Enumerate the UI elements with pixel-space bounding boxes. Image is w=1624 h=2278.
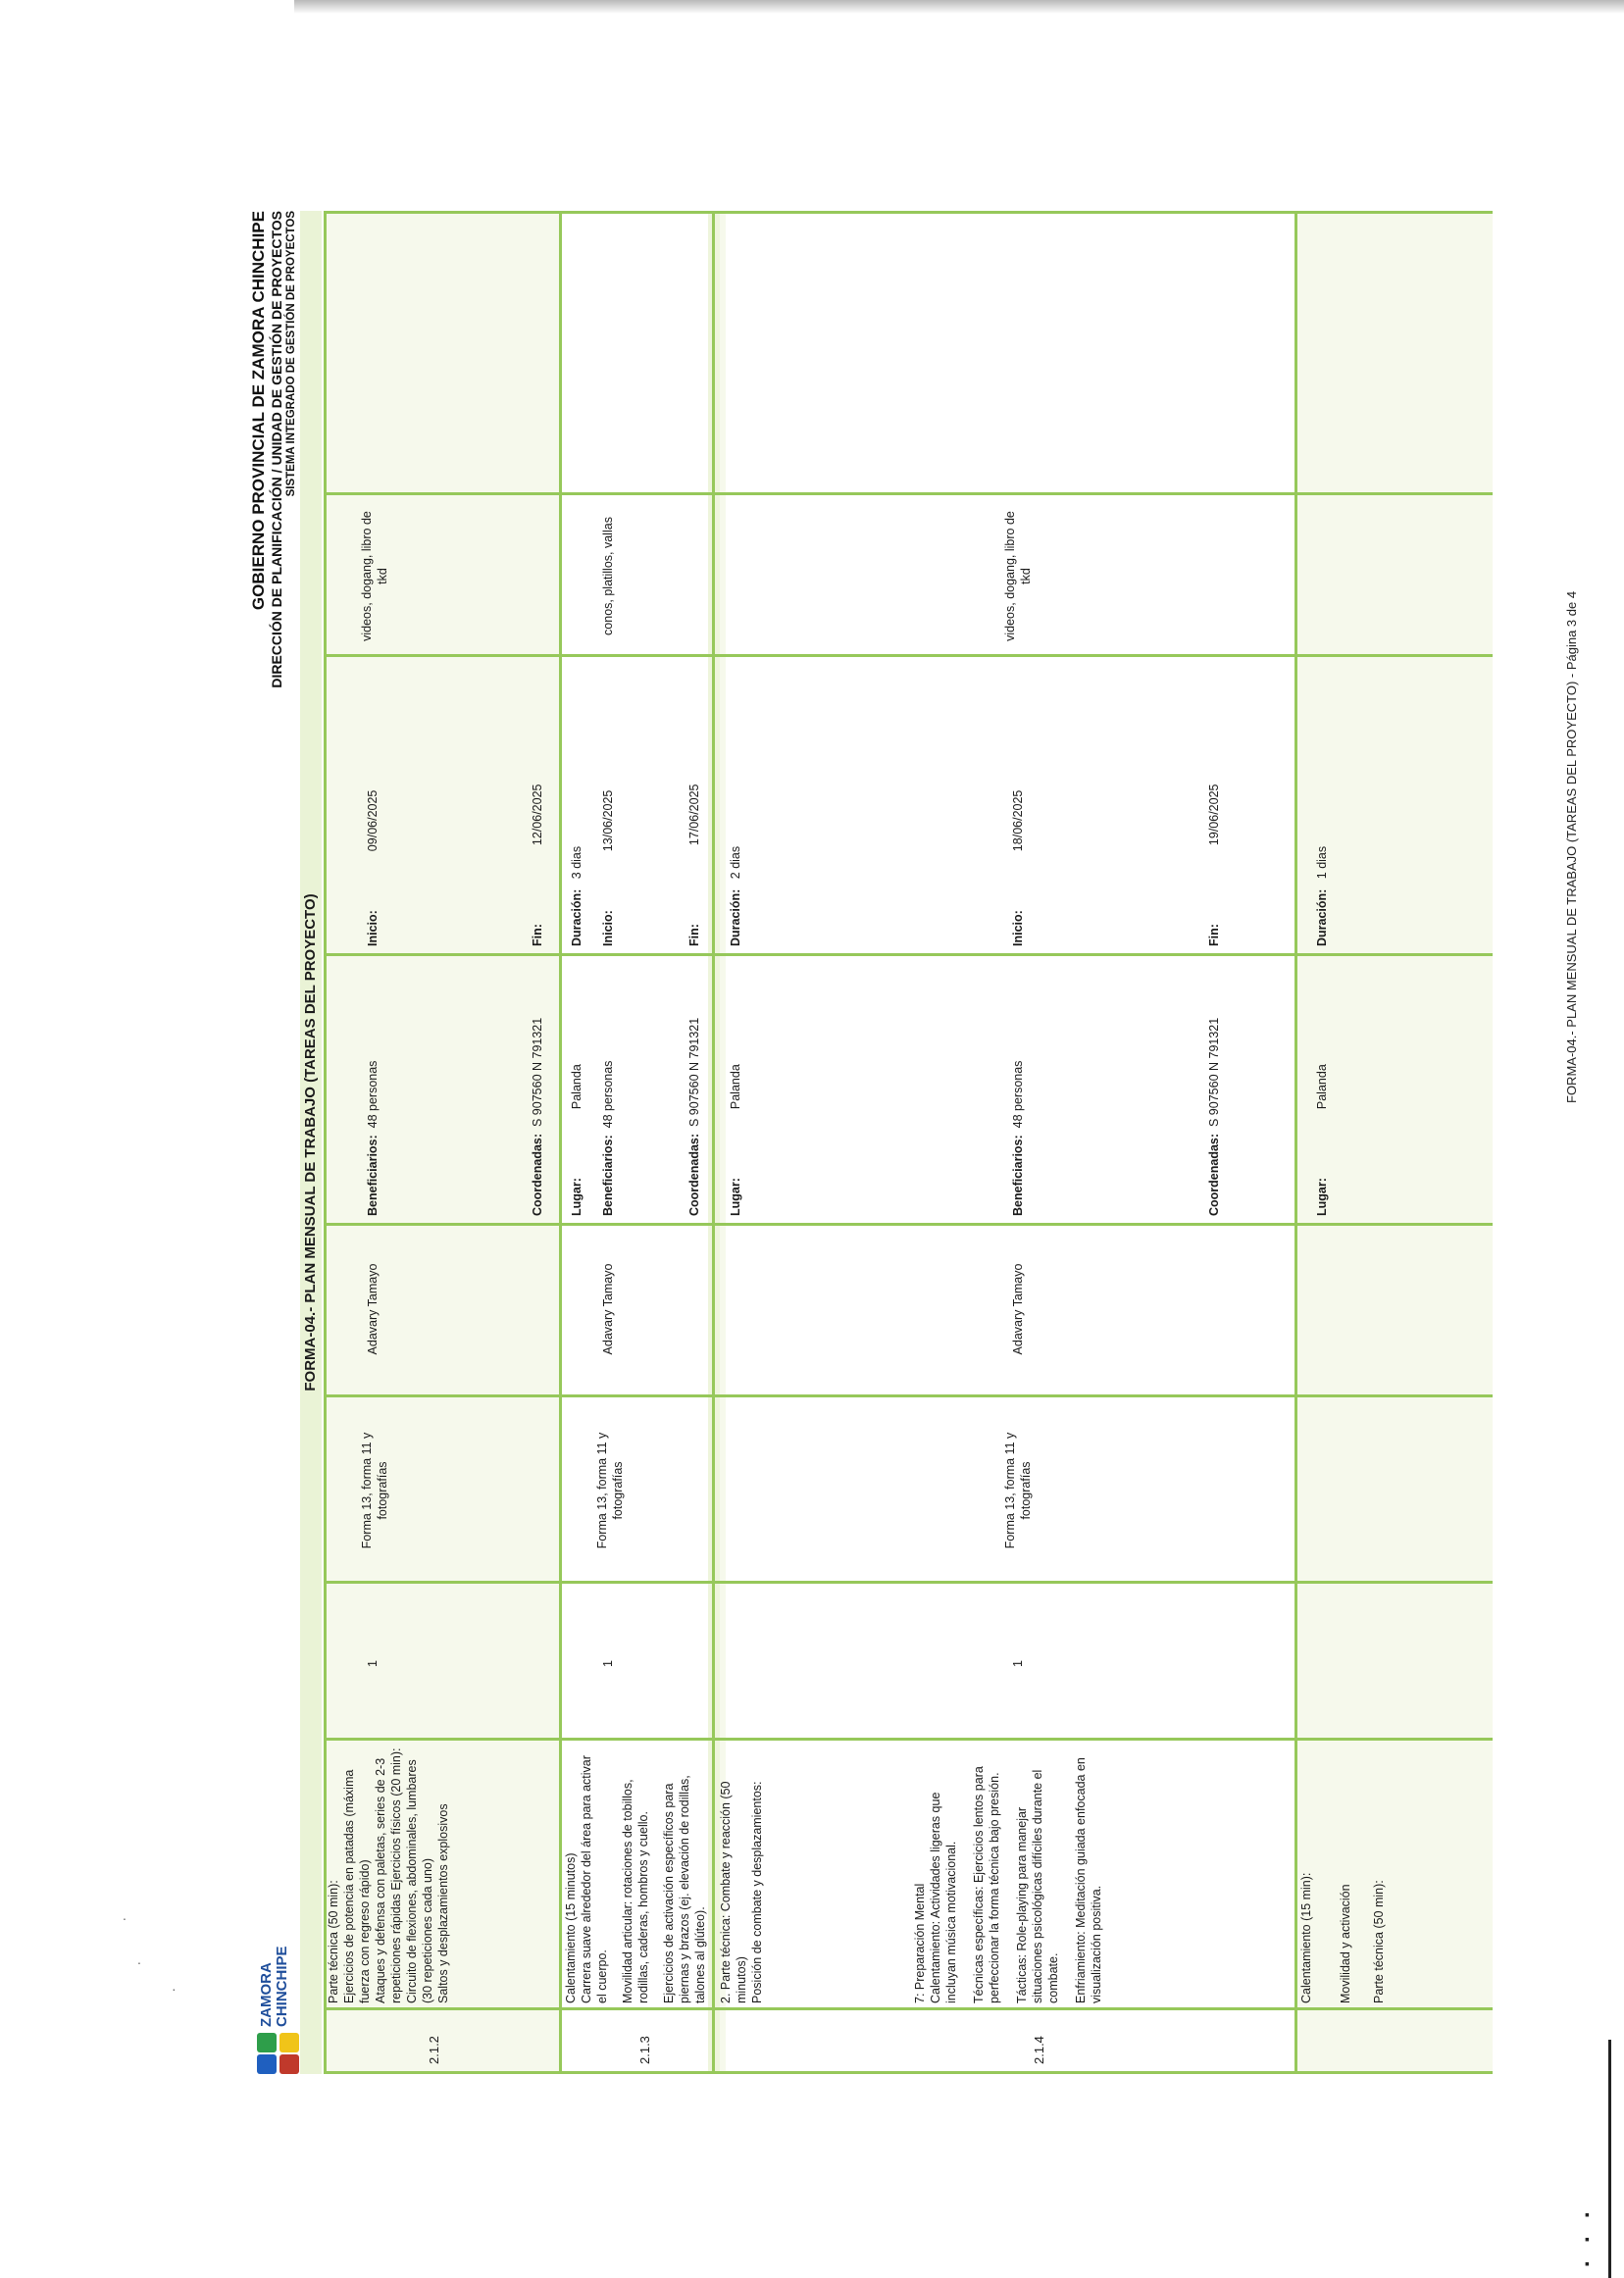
activity-line: Parte técnica (50 min): xyxy=(1372,1880,1386,2003)
duration-label: Duración: xyxy=(729,888,742,946)
task-activity xyxy=(563,1746,765,2003)
activity-line: Saltos y desplazamientos explosivos xyxy=(436,1803,450,2003)
end-field xyxy=(686,785,702,946)
end-value: 17/06/2025 xyxy=(687,784,701,846)
task-quantity: 1 xyxy=(601,1660,615,1667)
duration-field xyxy=(1314,846,1330,946)
task-verification: Forma 13, forma 11 y fotografías xyxy=(1003,1432,1033,1549)
coordinates-value: S 907560 N 791321 xyxy=(687,1017,701,1127)
coordinates-value: S 907560 N 791321 xyxy=(1207,1017,1221,1127)
coordinates-value: S 907560 N 791321 xyxy=(531,1017,544,1127)
page-footer: FORMA-04.- PLAN MENSUAL DE TRABAJO (TAREAS DEL PROYECTO) - Página 3 de 4 xyxy=(1564,590,1579,1103)
coordinates-label: Coordenadas: xyxy=(687,1133,701,1216)
activity-line: Calentamiento (15 minutos) xyxy=(564,1852,578,2003)
end-label: Fin: xyxy=(687,924,701,946)
start-field xyxy=(600,790,616,946)
start-label: Inicio: xyxy=(1011,910,1025,946)
task-resources: videos, dogang, libro de tkd xyxy=(360,511,389,641)
coordinates-field xyxy=(1206,1018,1222,1216)
activity-line: Calentamiento (15 min): xyxy=(1299,1872,1313,2003)
beneficiaries-field xyxy=(600,1061,616,1216)
duration-value: 3 dias xyxy=(570,845,584,880)
start-label: Inicio: xyxy=(366,910,380,946)
end-value: 12/06/2025 xyxy=(531,784,544,846)
coordinates-label: Coordenadas: xyxy=(1207,1133,1221,1216)
duration-field xyxy=(569,846,584,946)
task-verification: Forma 13, forma 11 y fotografías xyxy=(360,1432,389,1549)
duration-field xyxy=(728,846,743,946)
activity-line: Técnicas específicas: Ejercicios lentos para perfeccionar la forma técnica bajo presión. xyxy=(972,1766,1001,2003)
direction-title: DIRECCIÓN DE PLANIFICACIÓN / UNIDAD DE GESTIÓN DE PROYECTOS xyxy=(269,211,284,688)
place-value: Palanda xyxy=(570,1064,584,1110)
task-code: 2.1.3 xyxy=(637,2036,652,2064)
task-activity xyxy=(1298,1746,1387,2003)
activity-line: Ejercicios de potencia en patadas (máxima fuerza con regreso rápido) xyxy=(342,1769,372,2003)
beneficiaries-field xyxy=(1010,1061,1026,1216)
system-title: SISTEMA INTEGRADO DE GESTIÓN DE PROYECTOS xyxy=(285,211,297,497)
task-code: 2.1.4 xyxy=(1032,2036,1046,2064)
activity-line: 2. Parte técnica: Combate y reacción (50 minutos) xyxy=(719,1781,748,2003)
activity-line: Ejercicios de activación específicos para piernas y brazos (ej. elevación de rodillas, talones al glúteo). xyxy=(662,1775,707,2003)
end-field xyxy=(530,785,545,946)
org-title: GOBIERNO PROVINCIAL DE ZAMORA CHINCHIPE xyxy=(249,211,268,611)
place-label: Lugar: xyxy=(729,1178,742,1216)
activity-line: Carrera suave alrededor del área para activar el cuerpo. xyxy=(580,1755,609,2003)
duration-label: Duración: xyxy=(570,888,584,946)
task-quantity: 1 xyxy=(366,1660,380,1667)
task-code: 2.1.2 xyxy=(427,2036,441,2064)
coordinates-label: Coordenadas: xyxy=(531,1133,544,1216)
logo-line-2: CHINCHIPE xyxy=(274,1946,290,2027)
start-label: Inicio: xyxy=(601,910,615,946)
logo-line-1: ZAMORA xyxy=(258,1962,275,2027)
end-label: Fin: xyxy=(531,924,544,946)
scan-shadow xyxy=(294,0,1624,14)
task-resources: videos, dogang, libro de tkd xyxy=(1003,511,1033,641)
task-responsible: Adavary Tamayo xyxy=(601,1263,615,1355)
start-field xyxy=(365,790,381,946)
task-quantity: 1 xyxy=(1011,1660,1025,1667)
place-field xyxy=(569,1064,584,1216)
beneficiaries-value: 48 personas xyxy=(601,1060,615,1129)
place-value: Palanda xyxy=(1315,1064,1329,1110)
place-label: Lugar: xyxy=(1315,1178,1329,1216)
place-value: Palanda xyxy=(729,1064,742,1110)
work-plan-table xyxy=(324,211,1493,2074)
task-resources: conos, platillos, vallas xyxy=(601,517,615,635)
task-activity xyxy=(912,1746,1104,2003)
form-title: FORMA-04.- PLAN MENSUAL DE TRABAJO (TAREAS DEL PROYECTO) xyxy=(300,211,322,2074)
coordinates-field xyxy=(530,1018,545,1216)
start-value: 09/06/2025 xyxy=(366,789,380,852)
activity-line: Enfriamiento: Meditación guiada enfocada en visualización positiva. xyxy=(1074,1757,1103,2003)
task-activity xyxy=(326,1746,451,2003)
scan-edge xyxy=(1608,2040,1611,2278)
start-value: 18/06/2025 xyxy=(1011,789,1025,852)
task-verification: Forma 13, forma 11 y fotografías xyxy=(595,1432,625,1549)
beneficiaries-value: 48 personas xyxy=(1011,1060,1025,1129)
activity-line: 7: Preparación Mental xyxy=(913,1883,927,2003)
beneficiaries-value: 48 personas xyxy=(366,1060,380,1129)
beneficiaries-field xyxy=(365,1061,381,1216)
activity-line: Circuito de flexiones, abdominales, lumbares (30 repeticiones cada uno) xyxy=(405,1759,434,2003)
scan-marks: ▪ xyxy=(1585,2206,1590,2222)
activity-line: Tácticas: Role-playing para manejar situaciones psicológicas difíciles durante el combate. xyxy=(1015,1769,1060,2003)
place-field xyxy=(728,1064,743,1216)
scan-speck: . xyxy=(123,1907,127,1923)
activity-line: Movilidad articular: rotaciones de tobillos, rodillas, caderas, hombros y cuello. xyxy=(621,1779,650,2003)
end-value: 19/06/2025 xyxy=(1207,784,1221,846)
coordinates-field xyxy=(686,1018,702,1216)
scan-speck: . xyxy=(137,1951,141,1967)
beneficiaries-label: Beneficiarios: xyxy=(1011,1135,1025,1216)
duration-value: 2 dias xyxy=(729,845,742,880)
task-responsible: Adavary Tamayo xyxy=(1011,1263,1025,1355)
end-field xyxy=(1206,785,1222,946)
end-label: Fin: xyxy=(1207,924,1221,946)
activity-line: Movilidad y activación xyxy=(1339,1884,1352,2003)
beneficiaries-label: Beneficiarios: xyxy=(366,1135,380,1216)
place-label: Lugar: xyxy=(570,1178,584,1216)
document-page xyxy=(247,211,1493,2074)
activity-line: Parte técnica (50 min): xyxy=(327,1880,340,2003)
duration-value: 1 dias xyxy=(1315,845,1329,880)
start-value: 13/06/2025 xyxy=(601,789,615,852)
activity-line: Calentamiento: Actividades ligeras que incluyan música motivacional. xyxy=(929,1792,958,2003)
beneficiaries-label: Beneficiarios: xyxy=(601,1135,615,1216)
task-responsible: Adavary Tamayo xyxy=(366,1263,380,1355)
duration-label: Duración: xyxy=(1315,888,1329,946)
scan-speck: · xyxy=(172,1981,177,1997)
scan-marks: ▪ xyxy=(1585,2231,1590,2247)
start-field xyxy=(1010,790,1026,946)
activity-line: Posición de combate y desplazamientos: xyxy=(750,1781,764,2003)
activity-line: Ataques y defensa con paletas, series de 2-3 repeticiones rápidas Ejercicios físicos (20 min): xyxy=(374,1747,403,2003)
scan-marks: ▪ xyxy=(1585,2255,1590,2271)
place-field xyxy=(1314,1064,1330,1216)
